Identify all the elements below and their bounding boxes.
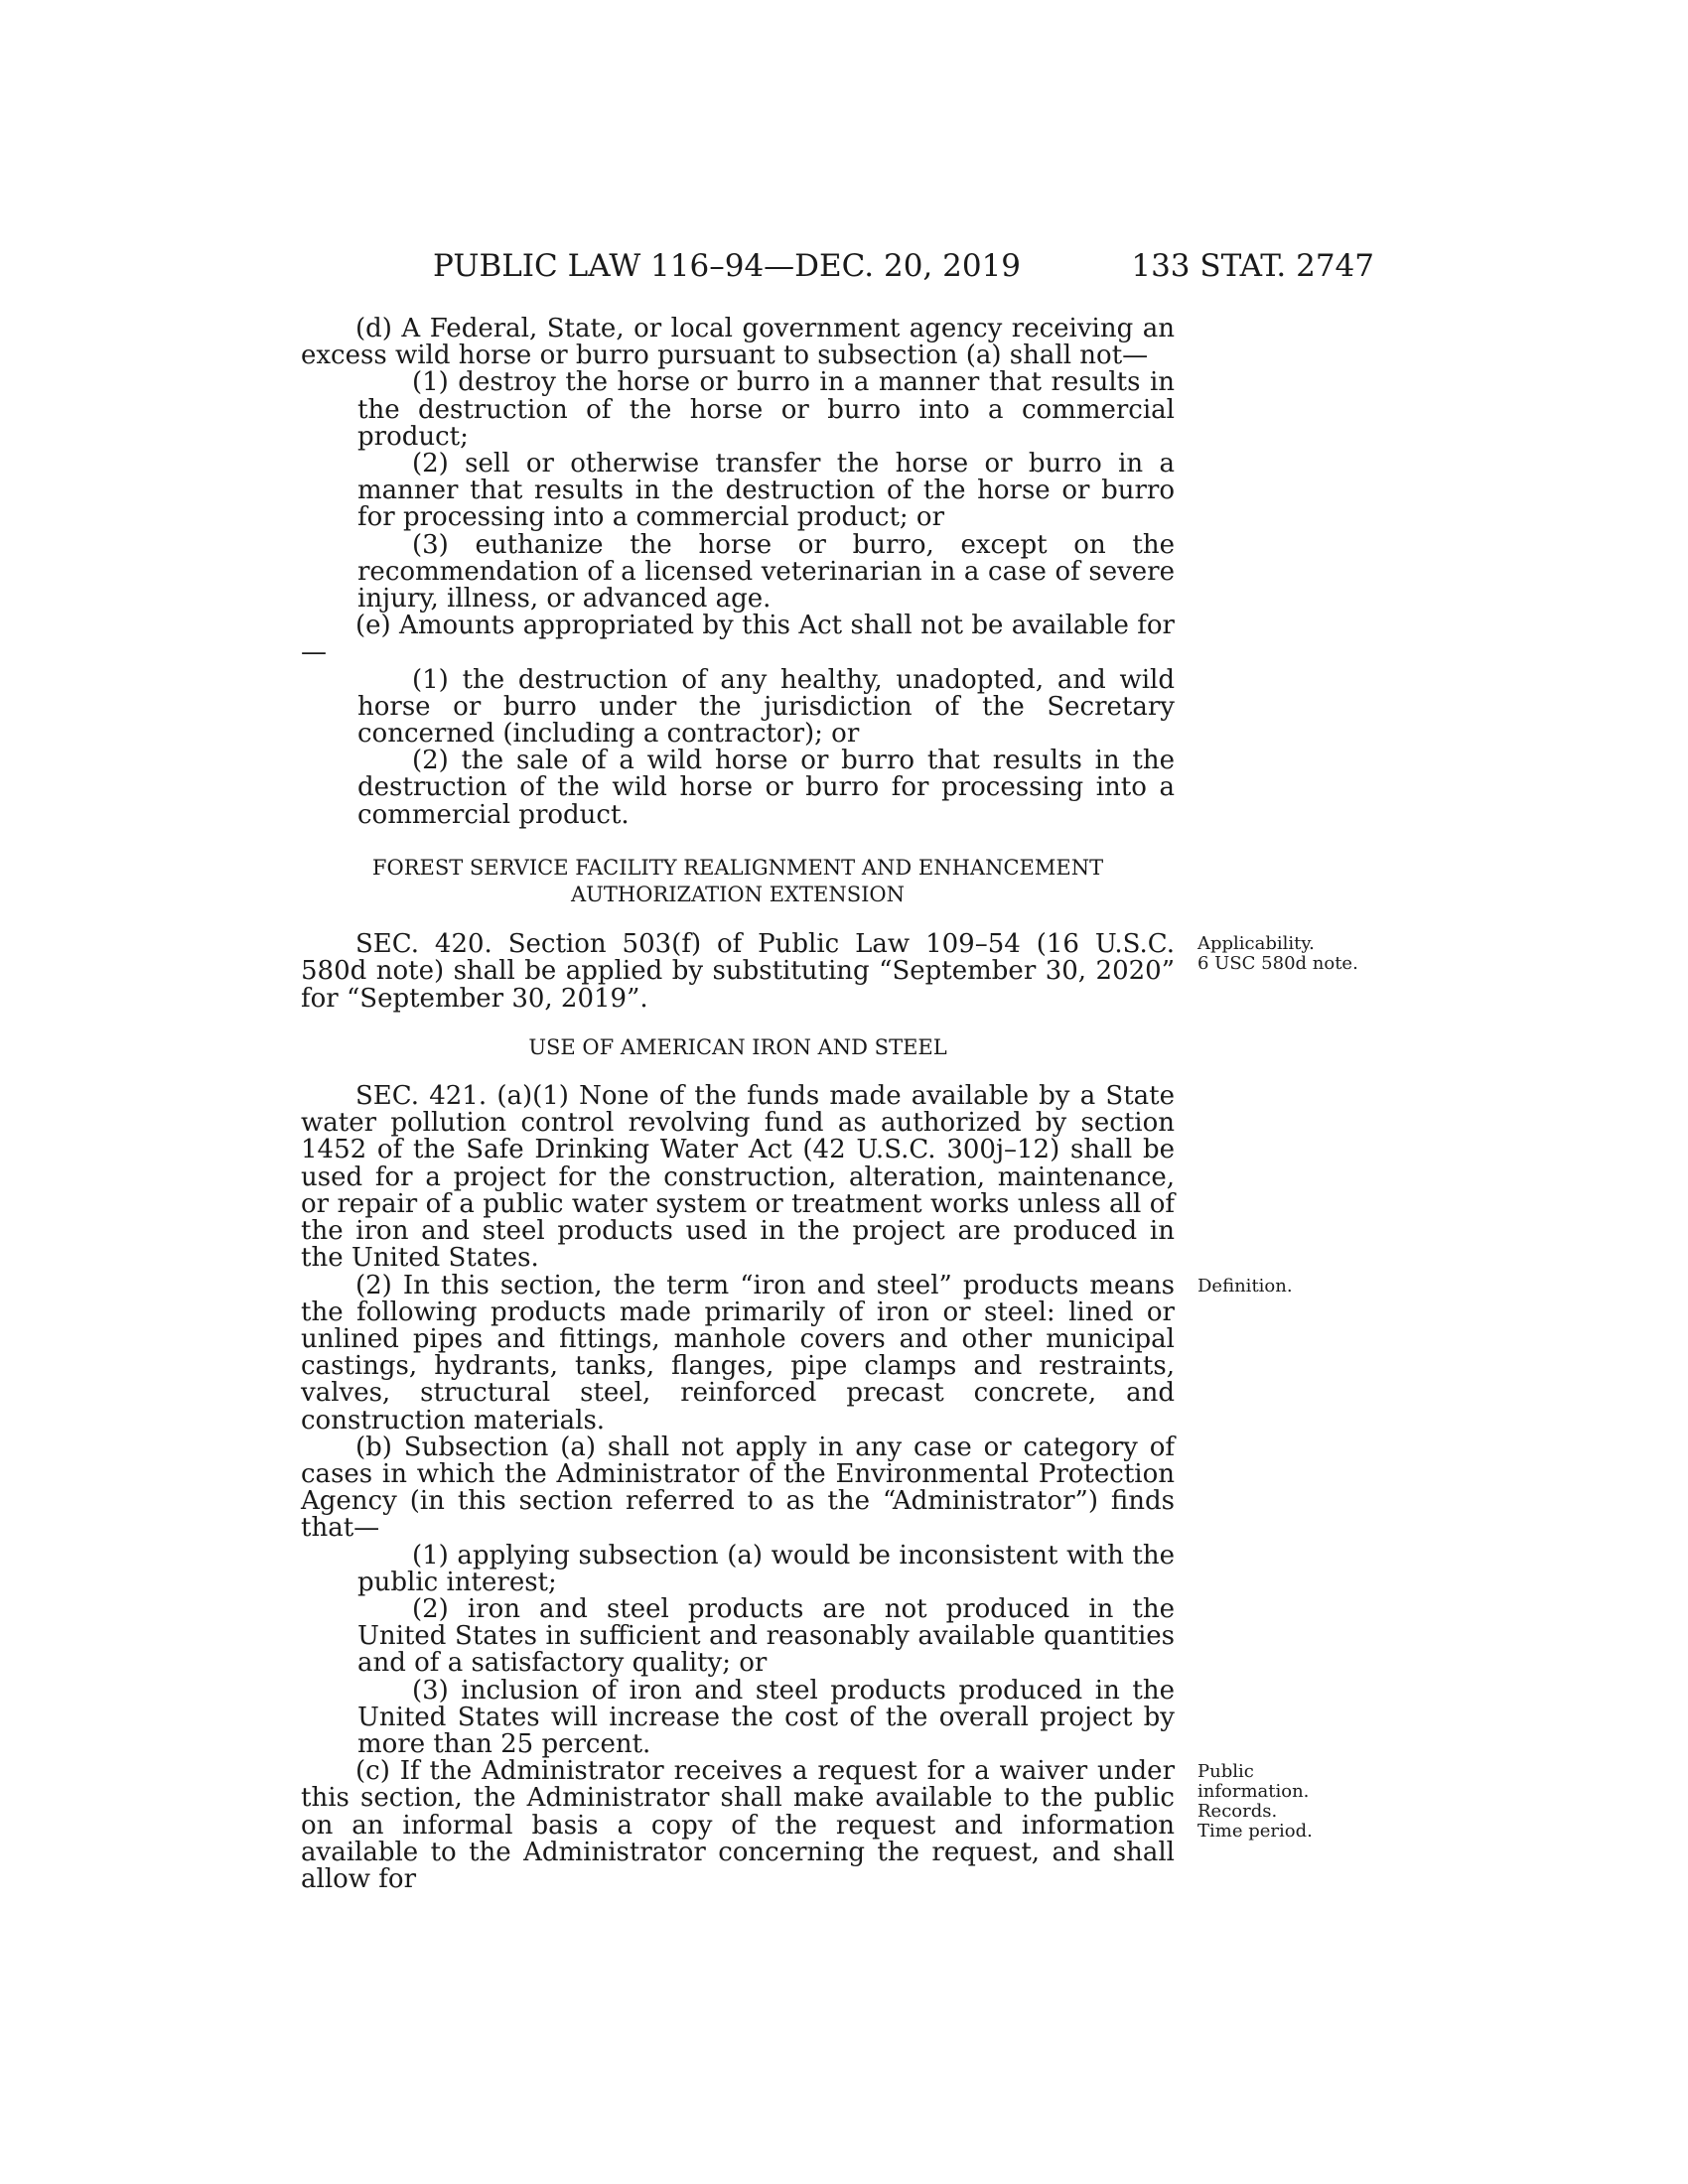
section-heading-line: AUTHORIZATION EXTENSION (571, 883, 905, 907)
section-heading-line: FOREST SERVICE FACILITY REALIGNMENT AND ENHANCEMENT (371, 855, 1104, 880)
margin-note-line: Applicability. (1197, 933, 1315, 954)
section-heading-forest-service (301, 855, 1175, 908)
document-body (301, 316, 1175, 1893)
section-420 (301, 931, 1175, 1013)
paragraph-e: (e) Amounts appropriated by this Act shall not be available for— (301, 611, 1175, 668)
paragraph-a2: (2) In this section, the term “iron and steel” products means the following products made primarily of iron or steel: lined or unlined pipes and fittings, manhole covers and other municipal castings, hydrants, tanks, flanges, pipe clamps and restraints, valves, structural steel, reinforced precast concrete, and construction materials. (301, 1270, 1175, 1435)
page-running-head: PUBLIC LAW 116–94—DEC. 20, 2019 (433, 248, 1022, 284)
margin-note-line: information. (1197, 1781, 1310, 1802)
paragraph-b2: (2) iron and steel products are not produced in the United States in sufficient and reasonably available quantities and of a satisfactory quality; or (357, 1593, 1175, 1679)
margin-note-line: Time period. (1197, 1821, 1313, 1842)
margin-note-line: Public (1197, 1761, 1254, 1782)
margin-note-definition (1197, 1277, 1346, 1297)
paragraph-b: (b) Subsection (a) shall not apply in any case or category of cases in which the Administrator of the Environmental Protection Agency (in this section referred to as the “Administrator”) finds that— (301, 1432, 1175, 1544)
paragraph-d1: (1) destroy the horse or burro in a manner that results in the destruction of the horse or burro into a commercial product; (357, 367, 1175, 452)
paragraph-d2: (2) sell or otherwise transfer the horse or burro in a manner that results in the destruction of the horse or burro for processing into a commercial product; or (357, 449, 1175, 533)
section-420-text: . 420. Section 503(f) of Public Law 109–54 (16 U.S.C. 580d note) shall be applied by substituting “September 30, 2020” for “September 30, 2019”. (301, 929, 1175, 1014)
section-label: SEC (355, 1081, 411, 1112)
section-421-text: . 421. (a)(1) None of the funds made available by a State water pollution control revolving fund as authorized by section 1452 of the Safe Drinking Water Act (42 U.S.C. 300j–12) shall be used for a project for the construction, alteration, maintenance, or repair of a public water system or treatment works unless all of the iron and steel products used in the project are produced in the United States. (301, 1081, 1175, 1274)
margin-note-line: Definition. (1197, 1276, 1293, 1297)
paragraph-b1: (1) applying subsection (a) would be inconsistent with the public interest; (357, 1540, 1175, 1597)
page-stat-citation: 133 STAT. 2747 (1131, 248, 1374, 284)
margin-note-line: Records. (1197, 1801, 1278, 1822)
paragraph-e2: (2) the sale of a wild horse or burro that results in the destruction of the wild horse or burro for processing into a commercial product. (357, 746, 1175, 830)
paragraph-c: (c) If the Administrator receives a request for a waiver under this section, the Administrator shall make available to the public on an informal basis a copy of the request and information available to the Administrator concerning the request, and shall allow for (301, 1756, 1175, 1894)
paragraph-d3: (3) euthanize the horse or burro, except on the recommendation of a licensed veterinarian in a case of severe injury, illness, or advanced age. (357, 529, 1175, 614)
paragraph-d: (d) A Federal, State, or local government agency receiving an excess wild horse or burro pursuant to subsection (a) shall not— (301, 314, 1175, 371)
paragraph-b3: (3) inclusion of iron and steel products produced in the United States will increase the cost of the overall project by more than 25 percent. (357, 1675, 1175, 1759)
margin-note-applicability (1197, 933, 1358, 974)
section-label: SEC (355, 929, 411, 960)
margin-note-public-information (1197, 1762, 1346, 1842)
section-421-a1 (301, 1083, 1175, 1272)
margin-note-line: 6 USC 580d note. (1197, 953, 1358, 974)
section-heading-iron-steel: USE OF AMERICAN IRON AND STEEL (528, 1034, 947, 1059)
paragraph-e1: (1) the destruction of any healthy, unadopted, and wild horse or burro under the jurisdiction of the Secretary concerned (including a contractor); or (357, 664, 1175, 750)
